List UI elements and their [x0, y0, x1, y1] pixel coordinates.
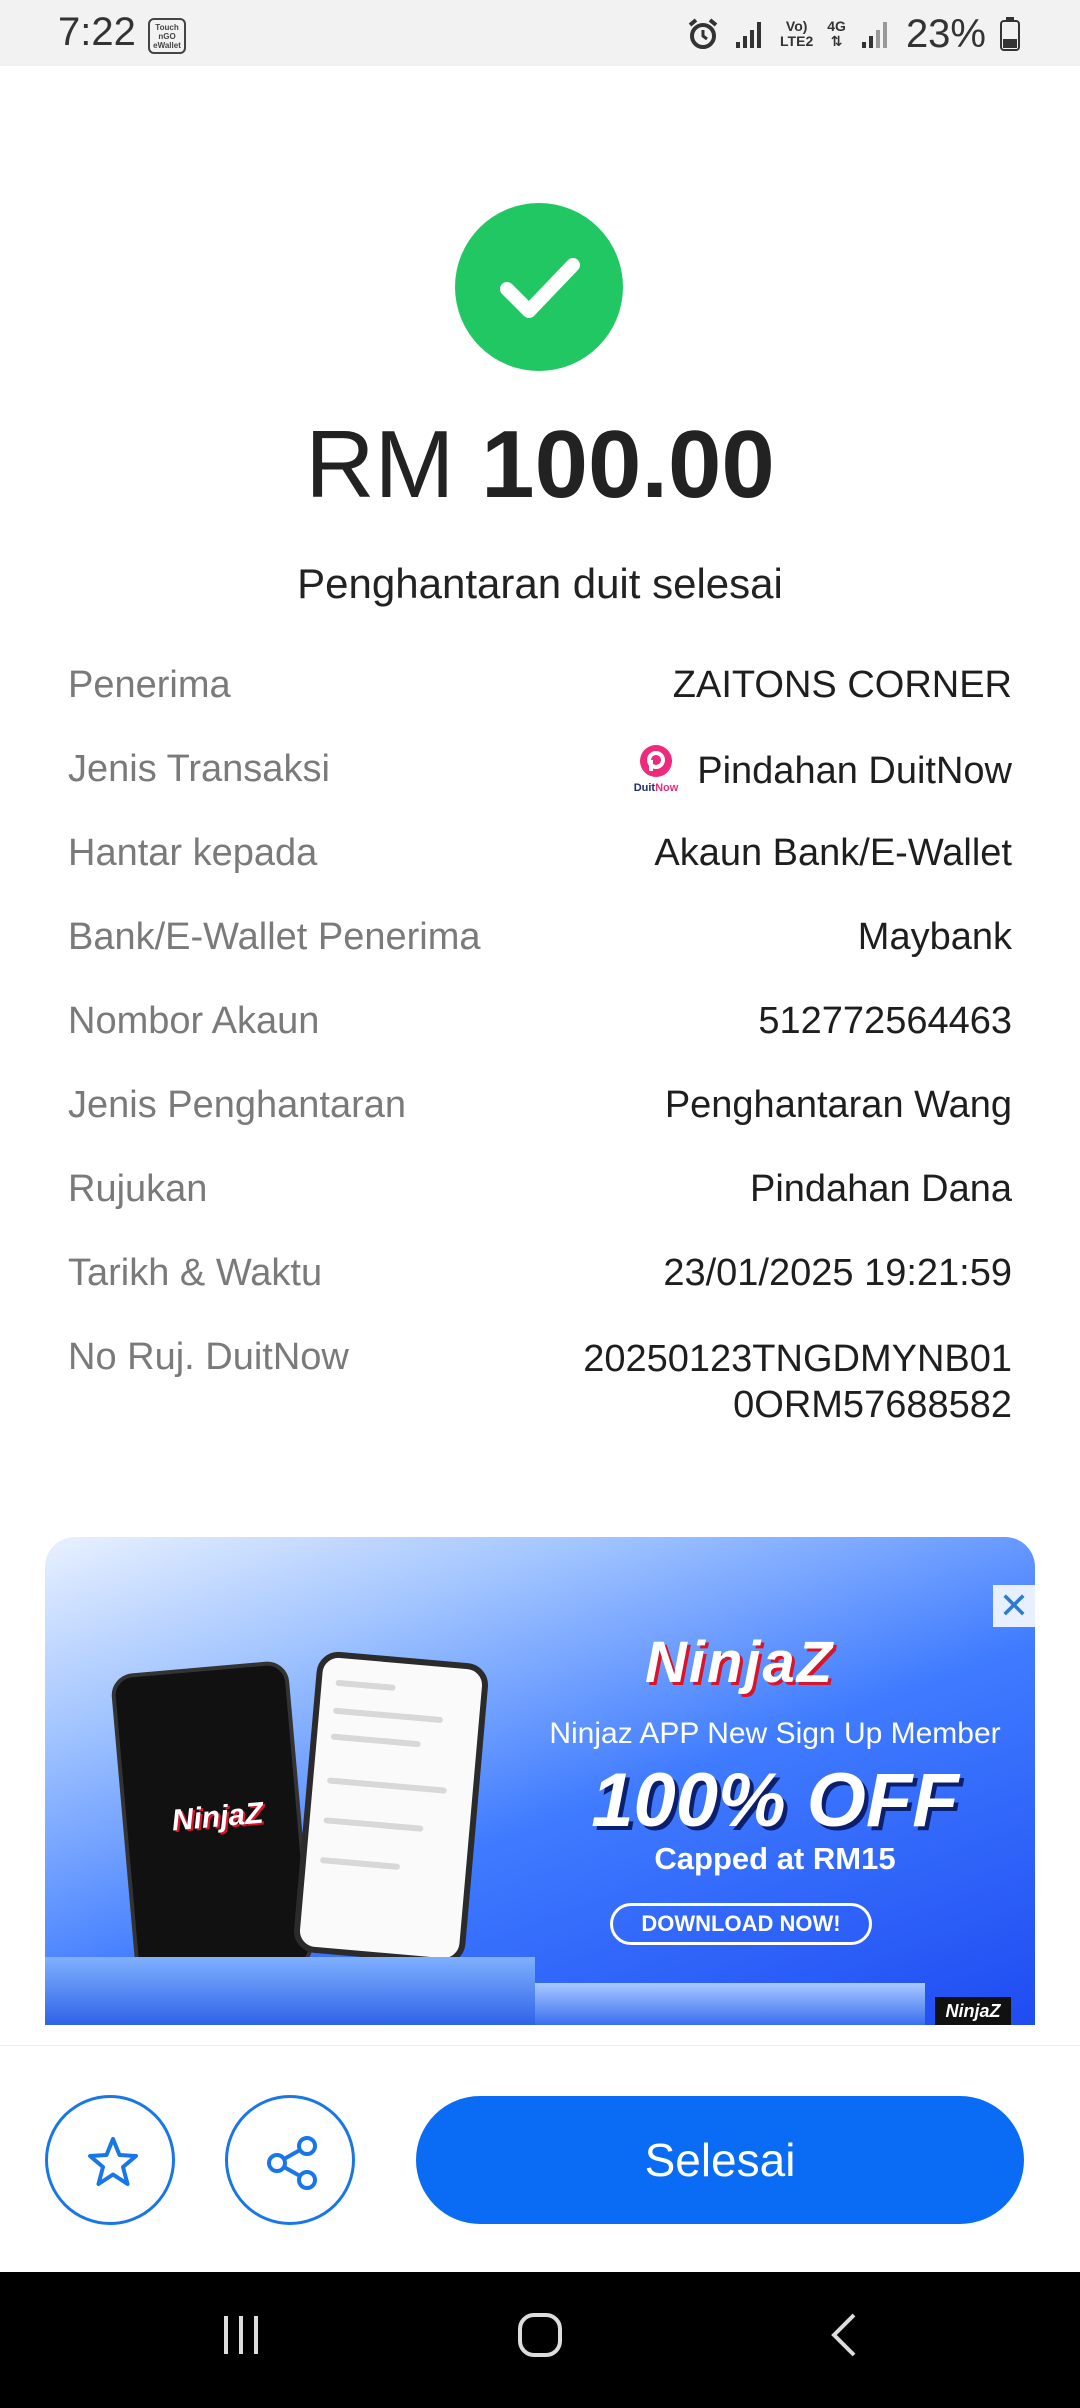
svg-text:DuitNow: DuitNow: [633, 782, 679, 794]
ad-stage-decoration: [45, 1957, 535, 2025]
transfer-amount: [0, 410, 1080, 520]
network-type: 4G ⇅: [827, 18, 846, 49]
ad-phone-image: [292, 1650, 490, 1966]
detail-value: Pindahan Dana: [750, 1168, 1012, 1210]
ad-phone-image: [110, 1660, 314, 1982]
currency-label: RM: [305, 411, 455, 518]
star-icon: [83, 2133, 143, 2193]
detail-label: Hantar kepada: [68, 832, 318, 874]
detail-value: [627, 748, 1012, 798]
detail-label: Tarikh & Waktu: [68, 1252, 323, 1294]
detail-row-account-number: [68, 996, 1012, 1080]
detail-value: Penghantaran Wang: [664, 1084, 1012, 1126]
ad-logo: NinjaZ: [645, 1630, 835, 1695]
detail-value: Akaun Bank/E-Wallet: [654, 832, 1012, 874]
recents-icon[interactable]: [218, 2312, 264, 2358]
signal-icon: [734, 18, 766, 50]
ad-close-icon[interactable]: ✕: [993, 1585, 1035, 1627]
transaction-details: [68, 660, 1012, 1442]
battery-percent: 23%: [905, 11, 986, 56]
battery-icon: [1000, 17, 1020, 51]
done-button[interactable]: Selesai: [416, 2096, 1024, 2224]
duitnow-logo-icon: [627, 744, 685, 794]
ad-headline: Ninjaz APP New Sign Up Member: [549, 1717, 1001, 1750]
success-check-icon: [455, 203, 623, 371]
duitnow-ref-line1: 20250123TNGDMYNB01: [583, 1338, 1012, 1380]
detail-row-recipient-bank: [68, 912, 1012, 996]
detail-label: Bank/E-Wallet Penerima: [68, 916, 481, 958]
status-bar: [0, 0, 1080, 66]
back-icon[interactable]: [822, 2312, 868, 2358]
detail-label: Rujukan: [68, 1168, 208, 1210]
detail-row-recipient: [68, 660, 1012, 744]
alarm-icon: [686, 17, 720, 51]
ad-download-button[interactable]: DOWNLOAD NOW!: [610, 1903, 872, 1945]
transaction-type-text: Pindahan DuitNow: [697, 750, 1012, 793]
detail-value: ZAITONS CORNER: [672, 664, 1012, 706]
detail-row-duitnow-ref: [68, 1332, 1012, 1442]
detail-row-datetime: [68, 1248, 1012, 1332]
detail-label: Jenis Transaksi: [68, 748, 330, 790]
amount-value: 100.00: [481, 411, 775, 518]
signal-weak-icon: [860, 18, 892, 50]
status-text: Penghantaran duit selesai: [297, 560, 783, 607]
ad-big-text: 100% OFF: [591, 1758, 959, 1843]
ad-corner-logo: NinjaZ: [935, 1997, 1011, 2025]
status-icons: [686, 10, 1020, 58]
detail-label: Nombor Akaun: [68, 1000, 320, 1042]
detail-row-transaction-type: [68, 744, 1012, 828]
detail-value: 23/01/2025 19:21:59: [663, 1252, 1012, 1294]
share-button[interactable]: [225, 2095, 355, 2225]
detail-label: Penerima: [68, 664, 231, 706]
detail-value: 512772564463: [758, 1000, 1012, 1042]
detail-value: [583, 1336, 1012, 1428]
status-time: 7:22: [58, 10, 136, 54]
detail-value: Maybank: [857, 916, 1012, 958]
ad-sub-text: Capped at RM15: [654, 1841, 896, 1876]
volte-label: Vo) LTE2: [780, 18, 814, 49]
duitnow-ref-line2: 0ORM57688582: [733, 1384, 1012, 1426]
share-icon: [263, 2133, 323, 2193]
detail-label: No Ruj. DuitNow: [68, 1336, 349, 1378]
ad-banner[interactable]: [45, 1537, 1035, 2025]
detail-label: Jenis Penghantaran: [68, 1084, 407, 1126]
system-nav-bar: [0, 2272, 1080, 2408]
tng-ewallet-logo-icon: Touch nGO eWallet: [148, 18, 186, 54]
ad-stage-decoration: [535, 1983, 925, 2025]
home-icon[interactable]: [517, 2312, 563, 2358]
detail-row-send-to: [68, 828, 1012, 912]
detail-row-transfer-type: [68, 1080, 1012, 1164]
favorite-button[interactable]: [45, 2095, 175, 2225]
detail-row-reference: [68, 1164, 1012, 1248]
ad-phone-logo: NinjaZ: [170, 1796, 265, 1838]
